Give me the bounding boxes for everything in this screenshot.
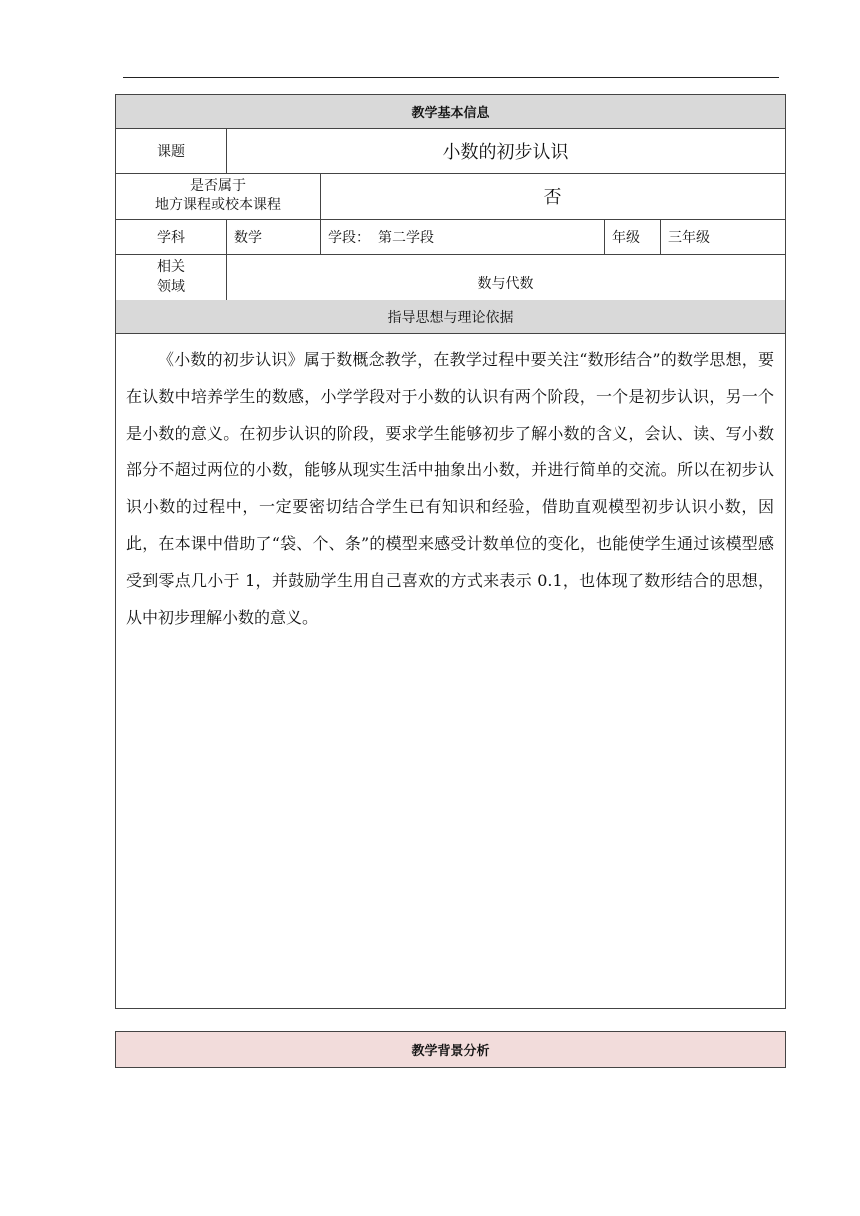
subject-label: 学科 [157,229,185,246]
domain-label [116,254,226,300]
stage-field [320,219,604,254]
local-curriculum-label [116,173,320,219]
domain-value: 数与代数 [477,276,534,292]
subject-value: 数学 [234,229,262,246]
local-curriculum-label-line2: 地方课程或校本课程 [155,197,281,213]
topic-label: 课题 [157,143,185,160]
domain-label-line1: 相关 [157,259,185,275]
stage-label: 学段： [328,229,370,246]
domain-label-line2: 领域 [157,279,185,295]
local-curriculum-label-line1: 是否属于 [190,178,246,194]
header-rule [123,77,779,78]
grade-value: 三年级 [668,229,710,246]
grade-label: 年级 [612,229,640,246]
background-header: 教学背景分析 [411,1044,490,1059]
local-curriculum-value: 否 [543,187,562,208]
stage-value: 第二学段 [378,229,434,246]
topic-value: 小数的初步认识 [442,141,569,163]
guidance-paragraph: 《小数的初步认识》属于数概念教学，在教学过程中要关注“数形结合”的数学思想，要在认数中培养学生的数感，小学学段对于小数的认识有两个阶段，一个是初步认识，另一个是小数的意义。在初步认识的阶段，要求学生能够初步了解小数的含义，会认、读、写小数部分不超过两位的小数，能够从现实生活中抽象出小数，并进行简单的交流。所以在初步认识小数的过程中，一定要密切结合学生已有知识和经验，借助直观模型初步认识小数，因此，在本课中借助了“袋、个、条”的模型来感受计数单位的变化，也能使学生通过该模型感受到零点几小于 1，并鼓励学生用自己喜欢的方式来表示 0.1，也体现了数形结合的思想，从中初步理解小数的意义。 [126,350,774,627]
basic-info-header: 教学基本信息 [116,95,785,128]
guidance-header: 指导思想与理论依据 [116,300,785,333]
background-table [115,1031,786,1068]
